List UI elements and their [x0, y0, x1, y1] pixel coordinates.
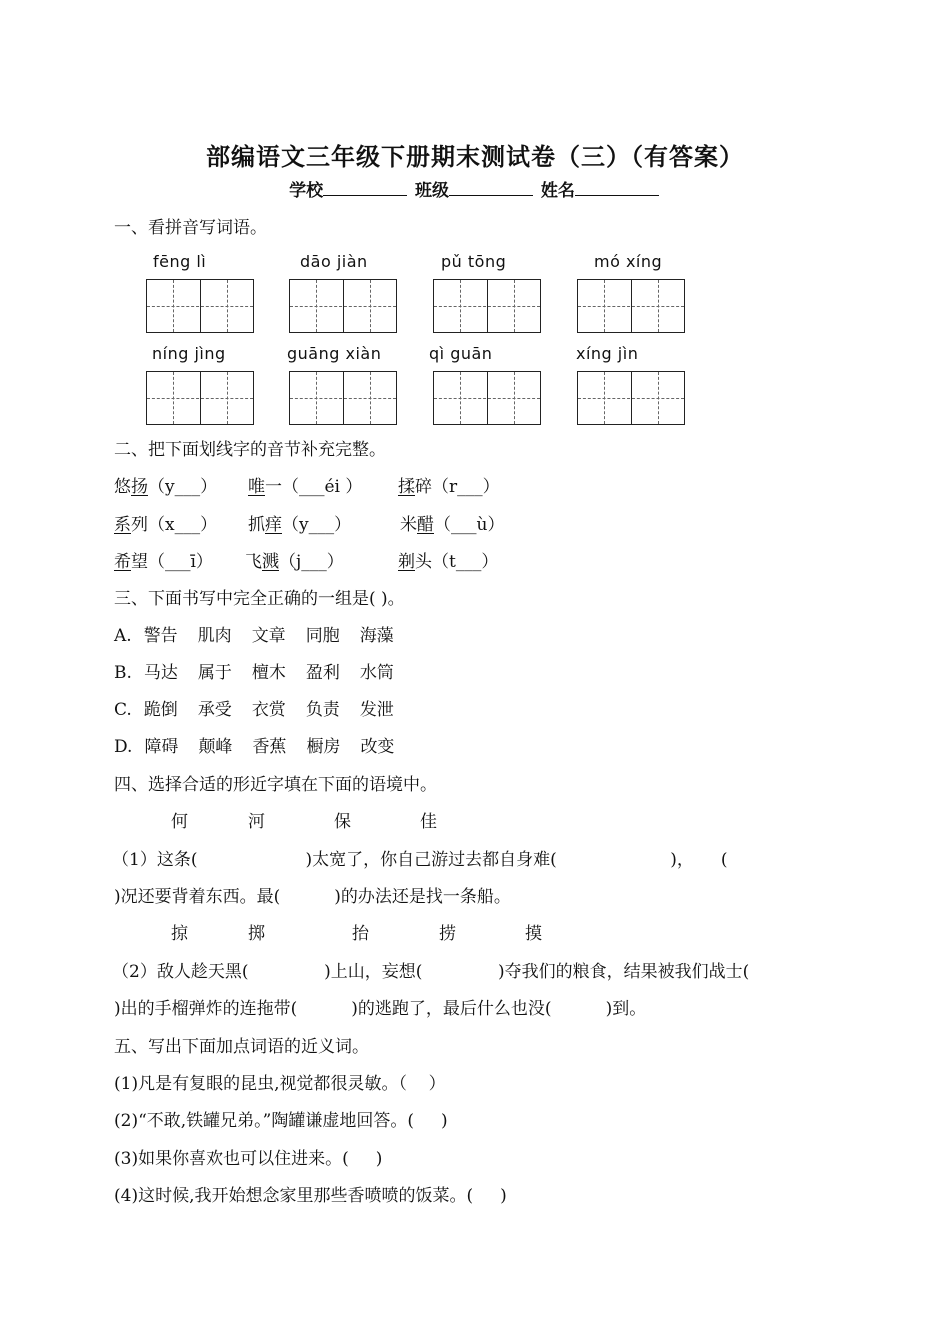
q2-line2: )出的手榴弹炸的连拖带( )的逃跑了，最后什么也没( )到。 [114, 999, 647, 1019]
pinyin-label: guāng xiàn [287, 344, 382, 363]
char-choice: 摸 [525, 924, 542, 944]
pinyin-label: pǔ tōng [441, 252, 507, 271]
syllable-item: 米醋（___ù） [400, 515, 505, 535]
option-b[interactable]: B. 马达 属于 檀木 盈利 水筒 [114, 663, 394, 683]
pinyin-label: fēng lì [153, 252, 207, 271]
syllable-item: 希望（___ī） [114, 552, 213, 572]
option-a[interactable]: A. 警告 肌肉 文章 同胞 海藻 [114, 626, 394, 646]
char-choice: 捞 [439, 924, 456, 944]
syllable-item: 飞溅（j___） [245, 552, 344, 572]
char-choice: 佳 [420, 812, 437, 832]
pinyin-label: dāo jiàn [300, 252, 368, 271]
school-label: 学校 [289, 181, 324, 201]
syllable-item: 悠扬（y___） [114, 477, 218, 497]
syllable-item: 揉碎（r___） [398, 477, 500, 497]
q1-line1: （1）这条( )太宽了，你自己游过去都自身难( )， ( [112, 850, 728, 870]
writing-grid[interactable] [289, 279, 397, 333]
class-label: 班级 [415, 181, 449, 201]
char-choice: 保 [334, 812, 351, 832]
synonym-item: (3)如果你喜欢也可以住进来。( ) [114, 1149, 383, 1169]
student-info [0, 176, 950, 201]
school-blank[interactable] [323, 179, 407, 196]
pinyin-label: qì guān [429, 344, 493, 363]
writing-grid[interactable] [577, 371, 685, 425]
syllable-item: 唯一（___éi ） [248, 477, 363, 497]
option-c[interactable]: C. 跪倒 承受 衣赏 负责 发泄 [114, 700, 394, 720]
char-choice: 抬 [352, 924, 369, 944]
char-choice: 河 [248, 812, 265, 832]
section-2-heading: 二、把下面划线字的音节补充完整。 [114, 440, 386, 460]
q1-line2: )况还要背着东西。最( )的办法还是找一条船。 [114, 887, 511, 907]
writing-grid[interactable] [433, 371, 541, 425]
pinyin-label: níng jìng [152, 344, 226, 363]
section-5-heading: 五、写出下面加点词语的近义词。 [114, 1037, 369, 1057]
syllable-item: 剃头（t___） [398, 552, 499, 572]
writing-grid[interactable] [289, 371, 397, 425]
section-4-heading: 四、选择合适的形近字填在下面的语境中。 [114, 775, 437, 795]
class-blank[interactable] [449, 179, 533, 196]
synonym-item: (1)凡是有复眼的昆虫,视觉都很灵敏。（ ） [114, 1074, 446, 1094]
writing-grid[interactable] [146, 279, 254, 333]
section-3-heading: 三、下面书写中完全正确的一组是( )。 [114, 589, 405, 609]
char-choice: 掷 [248, 924, 265, 944]
q2-line1: （2）敌人趁天黑( )上山，妄想( )夺我们的粮食，结果被我们战士( [112, 962, 750, 982]
pinyin-label: xíng jìn [576, 344, 639, 363]
writing-grid[interactable] [146, 371, 254, 425]
name-label: 姓名 [540, 181, 575, 201]
page-title: 部编语文三年级下册期末测试卷（三）（有答案） [206, 142, 744, 171]
writing-grid[interactable] [433, 279, 541, 333]
writing-grid[interactable] [577, 279, 685, 333]
synonym-item: (2)“不敢,铁罐兄弟。”陶罐谦虚地回答。( ) [114, 1111, 448, 1131]
name-blank[interactable] [575, 179, 659, 196]
syllable-item: 抓痒（y___） [248, 515, 352, 535]
option-d[interactable]: D. 障碍 颠峰 香蕉 橱房 改变 [114, 737, 395, 757]
char-choice: 何 [171, 812, 188, 832]
pinyin-label: mó xíng [594, 252, 663, 271]
section-1-heading: 一、看拼音写词语。 [114, 218, 267, 238]
char-choice: 掠 [171, 924, 188, 944]
synonym-item: (4)这时候,我开始想念家里那些香喷喷的饭菜。( ) [114, 1186, 507, 1206]
syllable-item: 系列（x___） [114, 515, 218, 535]
